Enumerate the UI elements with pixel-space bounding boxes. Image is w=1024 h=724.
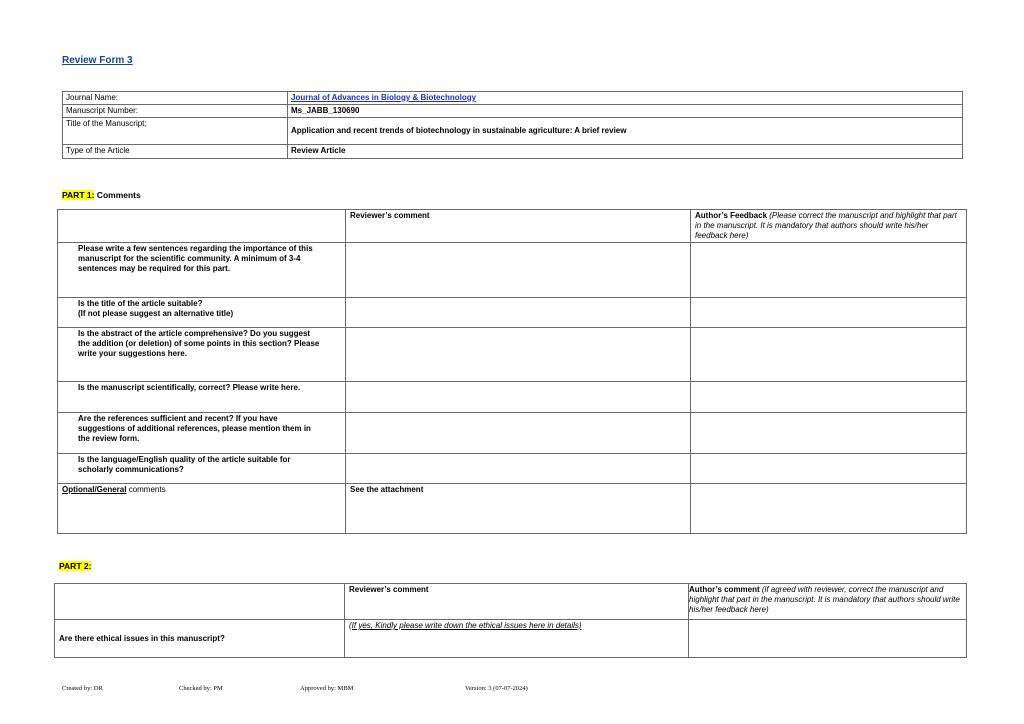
reviewer-comment-title[interactable] <box>346 298 691 328</box>
part1-author-header <box>691 210 967 243</box>
footer-version: Version: 3 (07-07-2024) <box>465 685 528 692</box>
reviewer-comment-ethics[interactable]: (If yes, Kindly please write down the ethical issues here in details) <box>345 620 689 658</box>
author-optional-feedback[interactable] <box>691 484 967 534</box>
part1-reviewer-header: Reviewer’s comment <box>346 210 691 243</box>
footer-checked: Checked by: PM <box>179 685 223 692</box>
manuscript-number-value: Ms_JABB_130690 <box>288 105 963 118</box>
optional-general-label: Optional/General comments <box>58 484 346 534</box>
part1-label: PART 1: <box>62 190 95 200</box>
question-language: Is the language/English quality of the article suitable for scholarly communications? <box>58 454 346 484</box>
article-type-label: Type of the Article <box>63 145 288 159</box>
question-title: Is the title of the article suitable? (If not please suggest an alternative title) <box>58 298 346 328</box>
question-ethics: Are there ethical issues in this manuscript? <box>55 620 345 658</box>
question-scientific: Is the manuscript scientifically, correct? Please write here. <box>58 382 346 413</box>
part2-author-header <box>689 584 967 620</box>
part2-author-header-note: (if agreed with reviewer, correct the manuscript and highlight that part in the manuscript. It is mandatory that authors should write his/her feedback here) <box>689 585 960 614</box>
form-title: Review Form 3 <box>62 55 133 66</box>
journal-label: Journal Name: <box>63 92 288 105</box>
manuscript-title-value: Application and recent trends of biotechnology in sustainable agriculture: A brief review <box>288 118 963 145</box>
footer-approved: Approved by: MBM <box>300 685 354 692</box>
reviewer-comment-references[interactable] <box>346 413 691 454</box>
part1-comments-table <box>57 209 967 534</box>
author-comment-ethics[interactable] <box>689 620 967 658</box>
part2-blank-header <box>55 584 345 620</box>
question-abstract: Is the abstract of the article comprehensive? Do you suggest the addition (or deletion) of some points in this section? Please write your suggestions here. <box>58 328 346 382</box>
journal-link[interactable]: Journal of Advances in Biology & Biotechnology <box>288 92 963 105</box>
reviewer-comment-language[interactable] <box>346 454 691 484</box>
author-feedback-references[interactable] <box>691 413 967 454</box>
part2-label: PART 2: <box>59 561 92 571</box>
part2-heading <box>59 561 91 571</box>
part1-heading <box>62 190 141 200</box>
author-feedback-title[interactable] <box>691 298 967 328</box>
author-feedback-importance[interactable] <box>691 243 967 298</box>
part1-author-header-bold: Author’s Feedback <box>695 211 768 220</box>
footer-created: Created by: DR <box>62 685 103 692</box>
manuscript-title-label: Title of the Manuscript: <box>63 118 288 145</box>
reviewer-comment-scientific[interactable] <box>346 382 691 413</box>
article-type-value: Review Article <box>288 145 963 159</box>
part1-comments-label: Comments <box>94 190 141 200</box>
part1-blank-header <box>58 210 346 243</box>
question-references: Are the references sufficient and recent? If you have suggestions of additional references, please mention them in the review form. <box>58 413 346 454</box>
reviewer-comment-abstract[interactable] <box>346 328 691 382</box>
manuscript-number-label: Manuscript Number: <box>63 105 288 118</box>
reviewer-comment-importance[interactable] <box>346 243 691 298</box>
part2-reviewer-header: Reviewer’s comment <box>345 584 689 620</box>
author-feedback-abstract[interactable] <box>691 328 967 382</box>
part1-author-header-note: (Please correct the manuscript and highlight that part in the manuscript. It is mandatory that authors should write his/her feedback here) <box>695 211 957 240</box>
part2-ethics-table <box>54 583 967 658</box>
part2-author-header-bold: Author’s comment <box>689 585 760 594</box>
author-feedback-language[interactable] <box>691 454 967 484</box>
manuscript-info-table <box>62 91 963 159</box>
author-feedback-scientific[interactable] <box>691 382 967 413</box>
reviewer-optional-comment[interactable]: See the attachment <box>346 484 691 534</box>
question-importance: Please write a few sentences regarding the importance of this manuscript for the scientific community. A minimum of 3-4 sentences may be required for this part. <box>58 243 346 298</box>
